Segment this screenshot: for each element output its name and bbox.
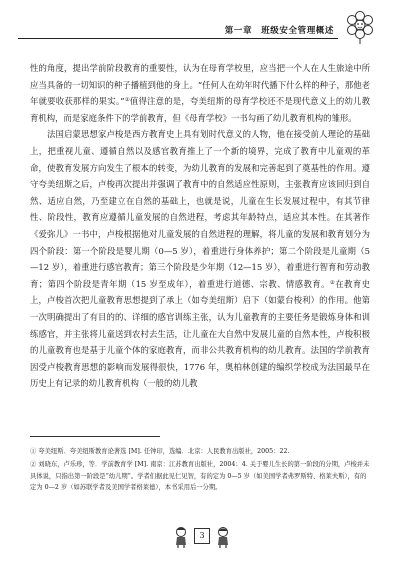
chapter-title: 第一章 班级安全管理概述 [224,26,334,36]
footnotes [30,446,372,496]
paragraph-1 [30,60,370,126]
paragraph-2 [30,126,370,392]
header-rule [18,38,338,39]
page-footer [0,518,400,558]
footnote-ref-2: ② [329,279,336,286]
child-figure-icon [214,526,232,548]
footnote-ref-1: ① [124,97,130,104]
main-text [30,60,370,392]
paragraph-2-end: 在教育史上，卢梭首次把儿童教育思想提到了承上（如夸美纽斯）启下（如蒙台梭利）的作用。他第一次明确提出了有目的的、详细的感官训练主张，认为儿童教育的主要任务是锻炼身体和训练感官，并主张将儿童送到农村去生活，让儿童在大自然中发展儿童的自然本性，卢梭积极的儿童教育也是基于儿童个体的家庭教育，而非公共教育机构的幼儿教育。法国的学前教育因受卢梭教育思想的影响而发展得很快，1776 年，奥柏林创建的编织学校成为法国最早在历史上有记录的幼儿教育机构（一般的幼儿教 [30,278,371,389]
child-figure-icon [172,526,190,548]
footnote-1: ① 夸美纽斯．夸美纽斯教育论著选 [M]. 任钟印，选编．北京：人民教育出版社，2005：22. [30,448,290,455]
flower-ornament-icon [342,10,378,44]
paragraph-1-text: 性的角度，提出学前阶段教育的重要性，认为在母育学校里，应当把一个人在人生旅途中所应当具备的一切知识的种子播植到他的身上。“任何人在幼年时代播下什么样的种子，那他老年就要收获那样的果实。” [30,63,370,107]
page-header [0,8,400,44]
paragraph-2-text: 法国启蒙思想家卢梭是西方教育史上具有划时代意义的人物，他在接受前人理论的基础上，把重视儿童、遵循自然以及感官教育推上了一个新的境界，完成了教育中儿童观的革命，使教育发展方向发生了根本的转变，为幼儿教育的发展和完善起到了奠基性的作用。遵守夸美纽斯之后，卢梭再次提出并强调了教育中的自然适应性原则，主张教育应该回归到自然、适应自然，乃至建立在自然的基础上，也就是说，儿童在生长发展过程中，有其节律性、阶段性，教育应遵循儿童发展的自然进程，考虑其年龄特点，适应其本性。在其著作《爱弥儿》一书中，卢梭根据他对儿童发展的自然进程的理解，将儿童的发展和教育划分为四个阶段：第一个阶段是婴儿期（0—5 岁），着重进行身体养护；第二个阶段是儿童期（5—12 岁），着重进行感官教育；第三个阶段是少年期（12—15 岁），着重进行智育和劳动教育；第四个阶段是青年期（15 岁至成年），着重进行道德、宗教、情感教育。 [30,129,370,289]
footnote-2: ② 刘晓东，卢乐珍，等．学前教育学 [M]. 南京：江苏教育出版社，2004：4. 关于婴儿生长的第一阶段的分期，卢梭并未具体说，只指出第一阶段是“幼儿期”。学者们据此见仁见智，有的定为 0—5 岁（如美国学者弗罗斯特、格莱夫斯），有的定为 0—2 岁（如苏联学者及美国学者格莱德），本书采用后一分期。 [30,461,370,492]
footnote-divider [30,436,160,437]
paragraph-1-end: 值得注意的是，夸美纽斯的母育学校还不是现代意义上的幼儿教育机构，而是家庭条件下的学前教育，但《母育学校》一书勾画了幼儿教育机构的雏形。 [30,96,371,123]
page-number: 3 [194,528,210,544]
